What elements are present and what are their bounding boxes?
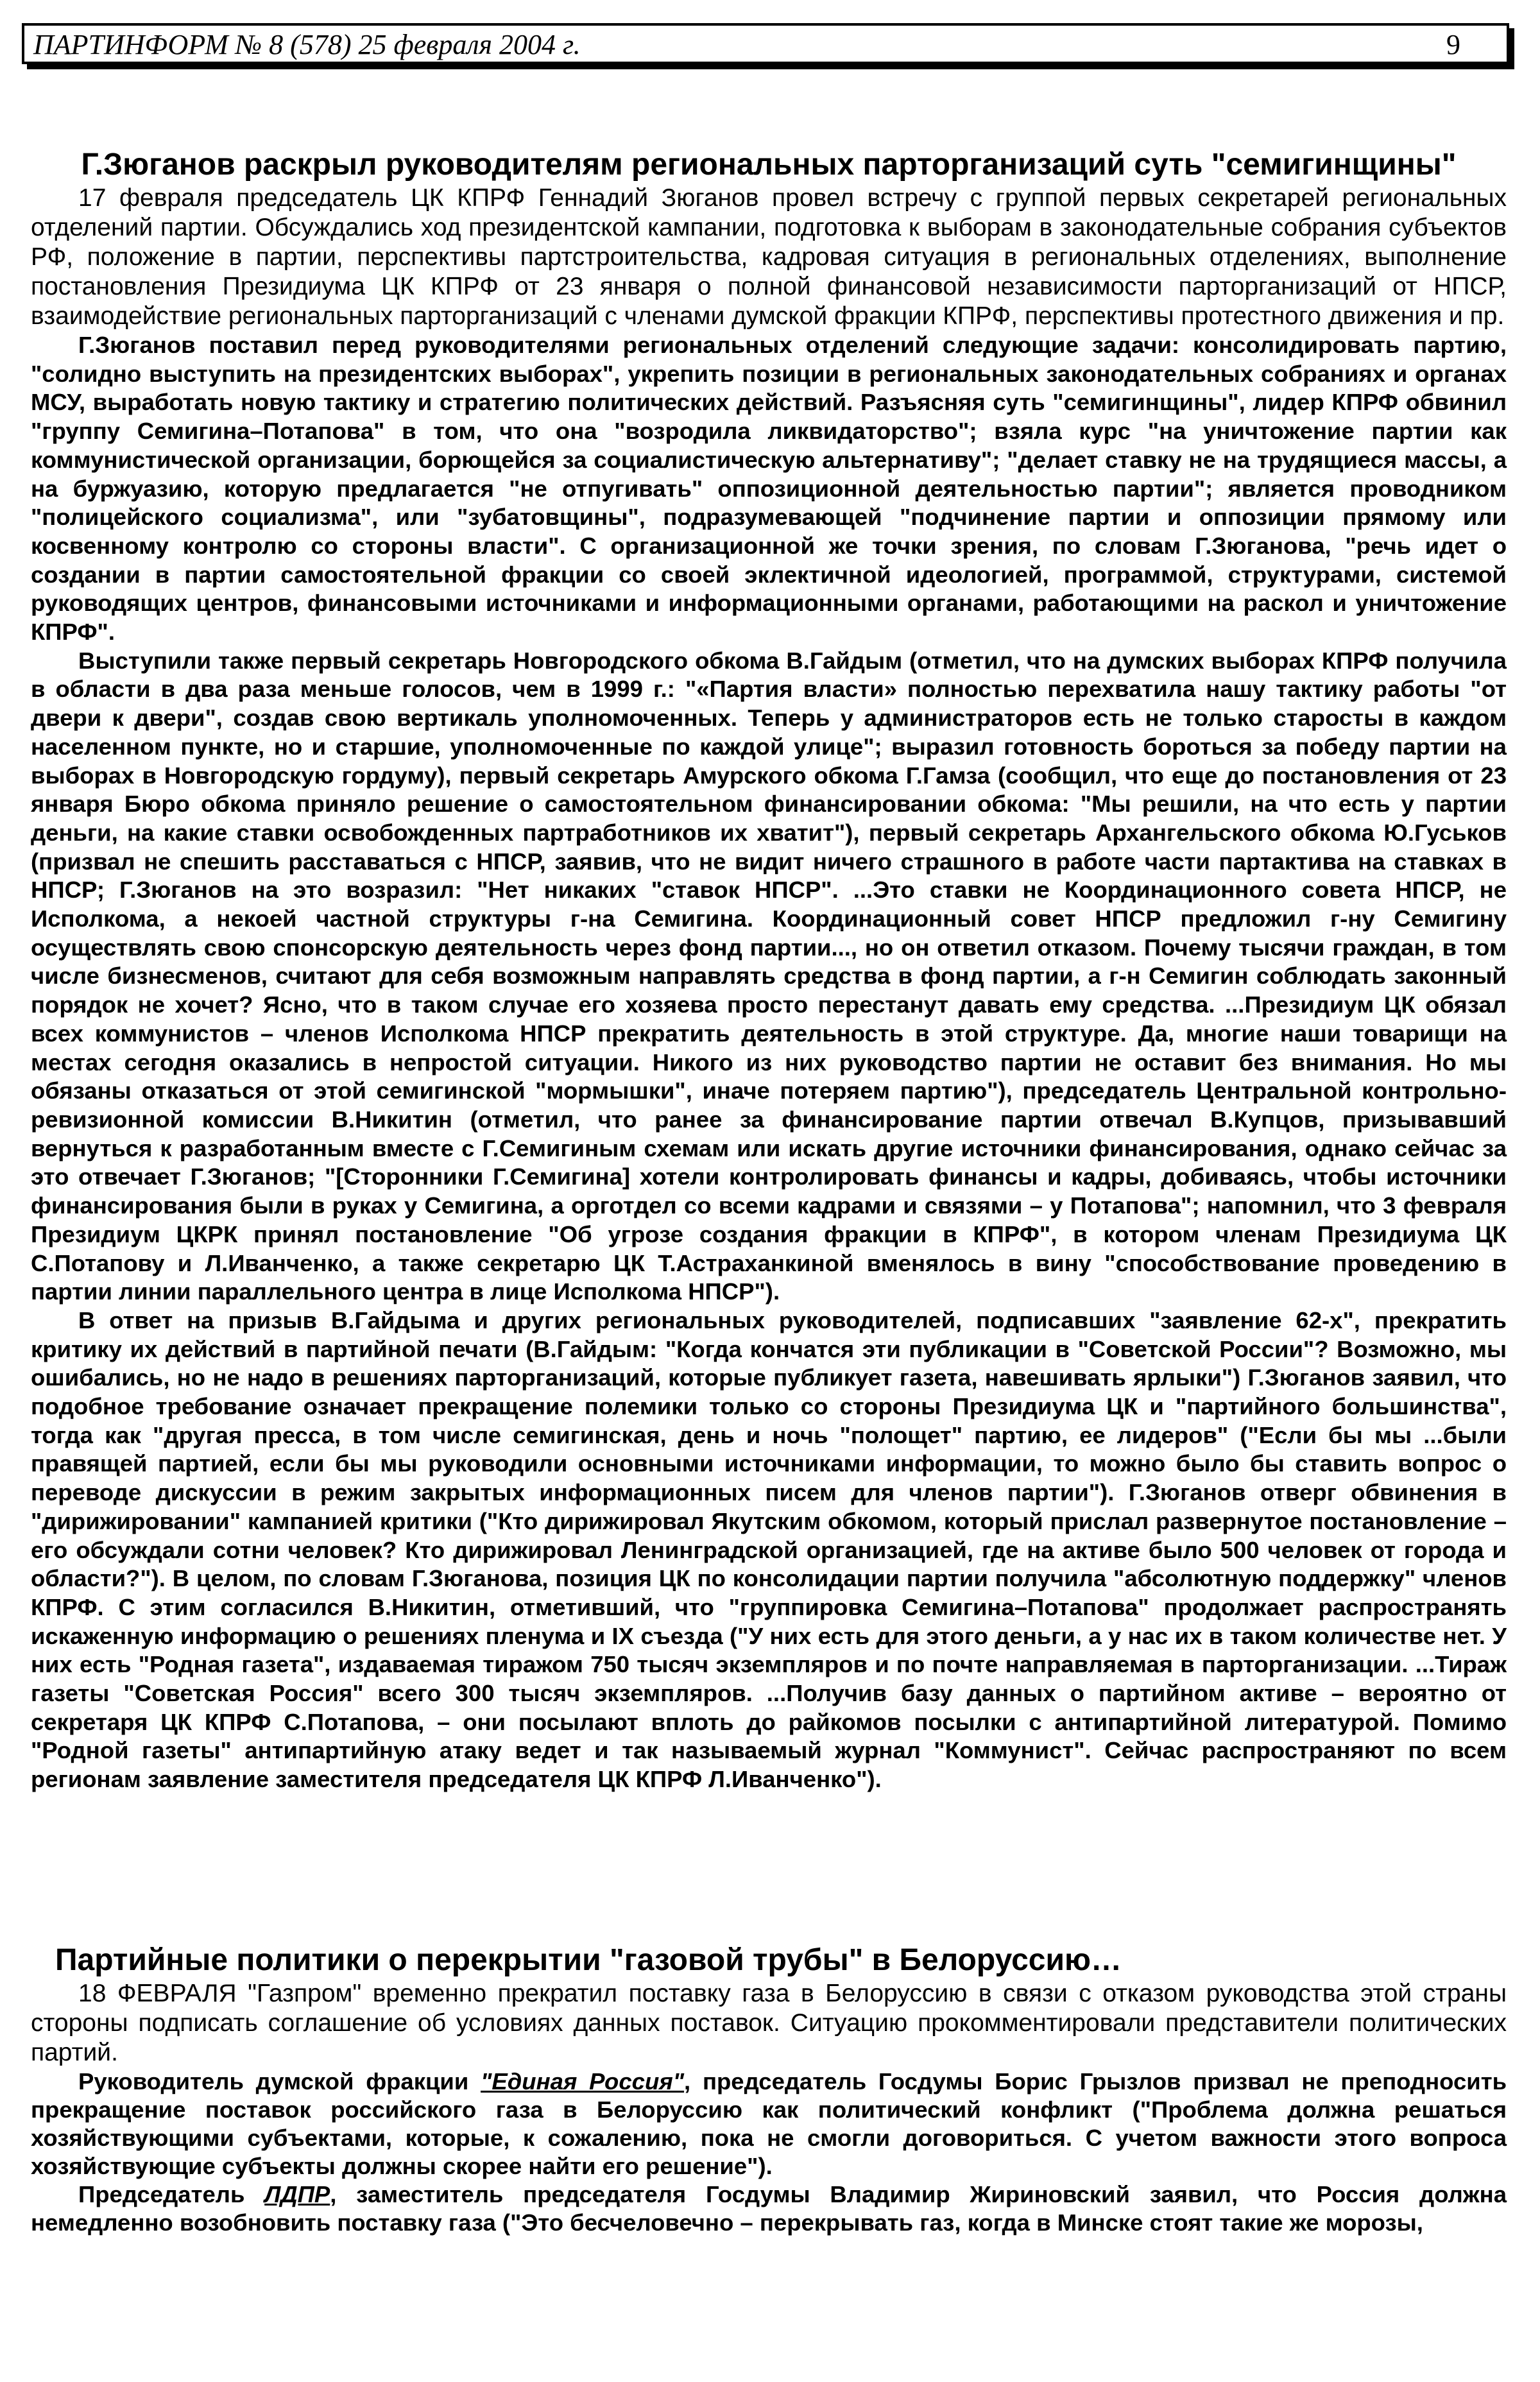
- article-paragraph: [31, 2181, 1507, 2237]
- paragraph-text: Председатель: [78, 2181, 265, 2207]
- page-header: [22, 23, 1509, 64]
- article-gas-belarus: [31, 1942, 1507, 2237]
- party-link-united-russia[interactable]: "Единая Россия": [481, 2068, 685, 2095]
- article-paragraph: [31, 2068, 1507, 2181]
- article-paragraph: Выступили также первый секретарь Новгородского обкома В.Гайдым (отметил, что на думских выборах КПРФ получила в области в два раза меньше голосов, чем в 1999 г.: "«Партия власти» полностью перехватила нашу тактику работы "от двери к двери", создав свою вертикаль уполномоченных. Теперь у администраторов есть не только старосты в каждом населенном пункте, но и старшие, уполномоченные по каждой улице"; выразил готовность бороться за победу партии на выборах в Новгородскую гордуму), первый секретарь Амурского обкома Г.Гамза (сообщил, что еще до постановления от 23 января Бюро обкома приняло решение о самостоятельном финансировании обкома: "Мы решили, на что есть у партии деньги, на какие ставки освобожденных партработников их хватит"), первый секретарь Архангельского обкома Ю.Гуськов (призвал не спешить расставаться с НПСР, заявив, что не видит ничего страшного в работе части партактива на ставках в НПСР; Г.Зюганов на это возразил: "Нет никаких "ставок НПСР". ...Это ставки не Координационного совета НПСР, не Исполкома, а некоей частной структуры г-на Семигина. Координационный совет НПСР предложил г-ну Семигину осуществлять свою спонсорскую деятельность через фонд партии..., но он ответил отказом. Почему тысячи граждан, в том числе бизнесменов, считают для себя возможным направлять средства в фонд партии, а г-н Семигин соблюдать законный порядок не хочет? Ясно, что в таком случае его хозяева просто перестанут давать ему средства. ...Президиум ЦК обязал всех коммунистов – членов Исполкома НПСР прекратить деятельность в этой структуре. Да, многие наши товарищи на местах сегодня оказались в непростой ситуации. Никого из них руководство партии не оставит без внимания. Но мы обязаны отказаться от этой семигинской "мормышки", иначе потеряем партию"), председатель Центральной контрольно-ревизионной комиссии В.Никитин (отметил, что ранее за финансирование партии отвечал В.Купцов, призывавший вернуться к разработанным вместе с Г.Семигиным схемам или искать другие источники финансирования, однако сейчас за это отвечает Г.Зюганов; "[Сторонники Г.Семигина] хотели контролировать финансы и кадры, добиваясь, чтобы источники финансирования были в руках у Семигина, а орготдел со всеми кадрами и связями – у Потапова"; напомнил, что 3 февраля Президиум ЦКРК принял постановление "Об угрозе создания фракции в КПРФ", в котором членам Президиума ЦК С.Потапову и Л.Иванченко, а также секретарю ЦК Т.Астраханкиной вменялось в вину "способствование проведению в партии линии параллельного центра в лице Исполкома НПСР").: [31, 647, 1507, 1305]
- article-paragraph: В ответ на призыв В.Гайдыма и других региональных руководителей, подписавших "заявление 62-х", прекратить критику их действий в партийной печати (В.Гайдым: "Когда кончатся эти публикации в "Советской России"? Возможно, мы ошибались, но не надо в решениях парторганизаций, которые публикует газета, навешивать ярлыки") Г.Зюганов заявил, что подобное требование означает прекращение полемики только со стороны Президиума ЦК и "партийного большинства", тогда как "другая пресса, в том числе семигинская, день и ночь "полощет" партию, ее лидеров" ("Если бы мы ...были правящей партией, если бы мы руководили основными источниками информации, то можно было бы ставить вопрос о переводе дискуссии в режим закрытых информационных писем для членов партии"). Г.Зюганов отверг обвинения в "дирижировании" кампанией критики ("Кто дирижировал Якутским обкомом, который прислал развернутое постановление – его обсуждали сотни человек? Кто дирижировал Ленинградской организацией, где на активе было 500 человек от города и области?"). В целом, по словам Г.Зюганова, позиция ЦК по консолидации партии получила "абсолютную поддержку" членов КПРФ. С этим согласился В.Никитин, отметивший, что "группировка Семигина–Потапова" продолжает распространять искаженную информацию о решениях пленума и IX съезда ("У них есть для этого деньги, а у нас их в таком количестве нет. У них есть "Родная газета", издаваемая тиражом 750 тысяч экземпляров и по почте направляемая в парторганизации. ...Тираж газеты "Советская Россия" всего 300 тысяч экземпляров. ...Получив базу данных о партийном активе – вероятно от секретаря ЦК КПРФ С.Потапова, – они посылают вплоть до райкомов посылки с антипартийной литературой. Помимо "Родной газеты" антипартийную атаку ведет и так называемый журнал "Коммунист". Сейчас распространяют по всем регионам заявление заместителя председателя ЦК КПРФ Л.Иванченко").: [31, 1307, 1507, 1793]
- paragraph-text: , заместитель председателя Госдумы Владимир Жириновский заявил, что Россия должна немедленно возобновить поставку газа ("Это бесчеловечно – перекрывать газ, когда в Минске стоят такие же морозы,: [31, 2181, 1507, 2236]
- publication-title: ПАРТИНФОРМ № 8 (578) 25 февраля 2004 г.: [33, 29, 581, 60]
- paragraph-text: Руководитель думской фракции: [78, 2068, 481, 2095]
- article-zyuganov: [31, 146, 1507, 1794]
- party-link-ldpr[interactable]: ЛДПР: [264, 2181, 330, 2207]
- page-number: 9: [1446, 29, 1460, 60]
- article-headline: Г.Зюганов раскрыл руководителям региональных парторганизаций суть "семигинщины": [81, 148, 1457, 182]
- paragraph-text: , председатель Госдумы Борис Грызлов призвал не преподносить прекращение поставок российского газа в Белоруссию как политический конфликт ("Проблема должна решаться хозяйствующими субъектами, которые, к сожалению, пока не смогли договориться. С учетом важности этого вопроса хозяйствующие субъекты должны скорее найти его решение").: [31, 2068, 1507, 2179]
- article-lead: 17 февраля председатель ЦК КПРФ Геннадий Зюганов провел встречу с группой первых секретарей региональных отделений партии. Обсуждались ход президентской кампании, подготовка к выборам в законодательные собрания субъектов РФ, положение в партии, перспективы партстроительства, кадровая ситуация в региональных отделениях, выполнение постановления Президиума ЦК КПРФ от 23 января о полной финансовой независимости парторганизаций от НПСР, взаимодействие региональных парторганизаций с членами думской фракции КПРФ, перспективы протестного движения и пр.: [31, 184, 1507, 330]
- article-lead: 18 ФЕВРАЛЯ "Газпром" временно прекратил поставку газа в Белоруссию в связи с отказом руководства этой страны стороны подписать соглашение об условиях данных поставок. Ситуацию прокомментировали представители политических партий.: [31, 1980, 1507, 2066]
- article-headline: Партийные политики о перекрытии "газовой трубы" в Белоруссию…: [55, 1943, 1122, 1977]
- article-paragraph: Г.Зюганов поставил перед руководителями региональных отделений следующие задачи: консолидировать партию, "солидно выступить на президентских выборах", укрепить позиции в региональных законодательных собраниях и органах МСУ, выработать новую тактику и стратегию политических действий. Разъясняя суть "семигинщины", лидер КПРФ обвинил "группу Семигина–Потапова" в том, что она "возродила ликвидаторство"; взяла курс "на уничтожение партии как коммунистической организации, борющейся за социалистическую альтернативу"; "делает ставку не на трудящиеся массы, а на буржуазию, которую предлагается "не отпугивать" оппозиционной деятельностью партии"; является проводником "полицейского социализма", или "зубатовщины", подразумевающей "подчинение партии и оппозиции прямому или косвенному контролю со стороны власти". С организационной же точки зрения, по словам Г.Зюганова, "речь идет о создании в партии самостоятельной фракции со своей эклектичной идеологией, программой, структурами, системой руководящих центров, финансовыми источниками и информационными органами, работающими на раскол и уничтожение КПРФ".: [31, 332, 1507, 646]
